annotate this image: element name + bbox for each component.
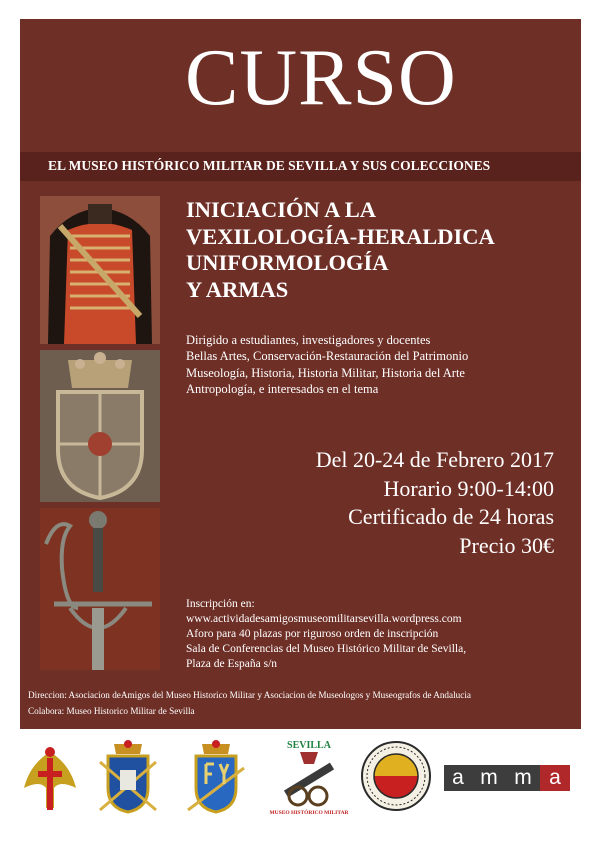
audience-line: Museología, Historia, Historia Militar, Historia del Arte [186, 365, 465, 380]
venue-room: Sala de Conferencias del Museo Histórico Militar de Sevilla, [186, 642, 467, 655]
sevilla-label: SEVILLA [287, 740, 331, 751]
venue-address: Plaza de España s/n [186, 657, 278, 670]
audience-line: Antropología, e interesados en el tema [186, 381, 379, 396]
museum-subtitle: EL MUSEO HISTÓRICO MILITAR DE SEVILLA Y SUS COLECCIONES [48, 158, 491, 173]
coat-of-arms-photo [40, 350, 160, 502]
organizers-note: Direccion: Asociacion deAmigos del Museo Historico Militar y Asociacion de Museologos y Museografos de Andalucia [28, 690, 471, 700]
audience-line: Bellas Artes, Conservación-Restauración del Patrimonio [186, 349, 469, 364]
course-price: Precio 30€ [459, 532, 554, 558]
capacity-note: Aforo para 40 plazas por riguroso orden de inscripción [186, 627, 439, 640]
course-certificate: Certificado de 24 horas [348, 504, 554, 530]
eagle-emblem-logo [20, 744, 80, 821]
sevilla-museum-logo [269, 736, 349, 821]
course-title [186, 197, 495, 303]
amma-logo [444, 765, 570, 791]
audience-description [186, 332, 468, 397]
sword-photo [40, 508, 160, 670]
registration-info [186, 597, 466, 672]
amma-letter: a [444, 765, 472, 791]
museum-label: MUSEO HISTÓRICO MILITAR [269, 810, 349, 816]
course-label: CURSO [185, 34, 457, 122]
crest-shield-logo [100, 740, 156, 821]
registration-url[interactable]: www.actividadesamigosmuseomilitarsevilla.wordpress.com [186, 612, 462, 625]
course-title-line: UNIFORMOLOGÍA [186, 250, 389, 276]
association-seal-logo [360, 740, 432, 817]
uniform-photo [40, 196, 160, 344]
course-title-line: VEXILOLOGÍA-HERALDICA [186, 223, 495, 249]
course-dates: Del 20-24 de Febrero 2017 [315, 447, 554, 472]
collaborator-note: Colabora: Museo Historico Militar de Sevilla [28, 706, 195, 716]
registration-label: Inscripción en: [186, 598, 255, 610]
course-schedule: Horario 9:00-14:00 [383, 475, 554, 501]
amma-letter: m [472, 765, 506, 791]
amma-letter: m [506, 765, 540, 791]
course-title-line: INICIACIÓN A LA [186, 197, 377, 222]
blue-shield-logo [188, 740, 244, 821]
course-title-line: Y ARMAS [186, 276, 289, 302]
audience-line: Dirigido a estudiantes, investigadores y docentes [186, 333, 431, 347]
course-details [316, 446, 554, 560]
amma-letter: a [540, 765, 570, 791]
